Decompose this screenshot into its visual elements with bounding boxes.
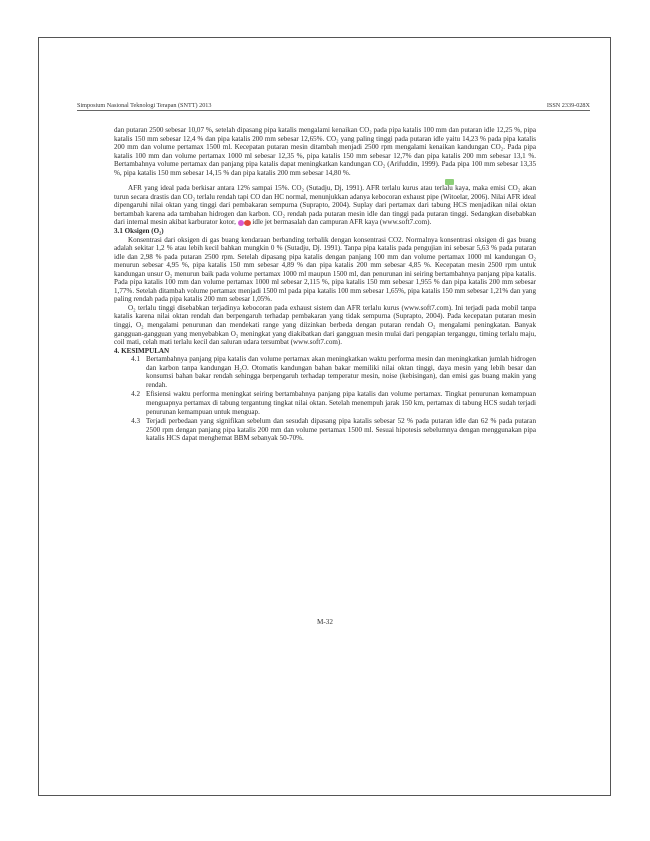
list-item-number: 4.2 xyxy=(131,390,140,399)
list-item xyxy=(114,355,536,389)
list-item xyxy=(114,390,536,416)
conclusion-list xyxy=(114,355,536,442)
list-item-text: Terjadi perbedaan yang signifikan sebelum dan sesudah dipasang pipa katalis sebesar 52 % pada putaran idle dan 62 % pada putaran 2500 rpm dengan panjang pipa katalis 200 mm dan volume pertamax 1500 ml. Sesuai hipotesis sebelumnya dengan menggunakan pipa katalis HCS dapat menghemat BBM sebanyak 50-70%. xyxy=(146,417,536,443)
red-annotation-mark[interactable] xyxy=(244,220,251,226)
list-item-number: 4.3 xyxy=(131,417,140,426)
list-item xyxy=(114,417,536,443)
paragraph-1: dan putaran 2500 sebesar 10,07 %, setelah dipasang pipa katalis mengalami kenaikan CO₂ pada pipa katalis 100 mm dan putaran idle 12,25 %, pipa katalis 150 mm sebesar 12,4 % dan pipa katalis 200 mm sebesar 12,65%. CO₂ yang paling tinggi pada putaran idle yaitu 14,23 % pada pipa katalis 200 mm dan volume pertamax 1500 ml. Kecepatan putaran mesin ditambah menjadi 2500 rpm mengalami kenaikan kandungan CO₂. Pada pipa katalis 100 mm dan volume pertamax 1000 ml sebesar 12,35 %, pipa katalis 150 mm sebesar 12,7% dan pipa katalis 200 mm sebesar 13,1 %. Bertambahnya volume pertamax dan panjang pipa katalis dapat meningkatkan kandungan CO₂ (Arifuddin, 1999). Pada pipa 100 mm sebesar 13,35 %, pipa katalis 150 mm sebesar 14,15 % dan pipa katalis 200 mm sebesar 14,80 %. xyxy=(114,126,536,177)
magenta-annotation-mark[interactable] xyxy=(238,220,244,226)
paragraph-2-part-a: AFR yang ideal pada berkisar antara 12% sampai 15%. CO₂ (Sutadju, Dj, 1991). AFR terlalu kurus atau terlalu kaya, maka emisi CO₂ akan turun secara drastis dan CO₂ terlalu rendah tapi CO dan HC normal, menunjukkan adanya kebocoran exhaust pipe (Witoelar, 2006). Nilai AFR ideal dipengaruhi nilai oktan yang tinggi dari pembakaran sempurna (Suprapto, 2004). Suplay dari pertamax dari tabung HCS menjadikan nilai oktan bertambah karena ada tambahan hidrogen dan karbon. CO₂ rendah pada putaran mesin idle dan tinggi pada putaran tinggi. Sedangkan disebabkan dari internal mesin akibat karburator kotor, xyxy=(114,184,536,227)
green-highlight-row xyxy=(114,177,454,184)
list-item-text: Bertambahnya panjang pipa katalis dan volume pertamax akan meningkatkan waktu performa mesin dan meningkatkan jumlah hidrogen dan karbon tanpa kandungan H₂O. Otomatis kandungan bahan bakar memiliki nilai oktan tinggi, daya mesin yang lebih besar dan konsumsi bahan bakar rendah sehingga berpengaruh terhadap temperatur mesin, noise (kebisingan), dan emisi gas buang makin yang rendah. xyxy=(146,355,536,389)
section-heading-oksigen: 3.1 Oksigen (O₂) xyxy=(114,227,164,236)
body-text xyxy=(114,126,536,444)
header-left: Simposium Nasional Teknologi Terapan (SNTT) 2013 xyxy=(77,102,212,109)
list-item-text: Efisiensi waktu performa meningkat seiring bertambahnya panjang pipa katalis dan volume pertamax. Tingkat penurunan kemampuan menguapnya pertamax di tabung tergantung tingkat nilai oktan. Setelah menempuh jarak 150 km, pertamax di tabung HCS sudah terjadi penurunan kemampuan untuk menguap. xyxy=(146,390,536,416)
section-heading-kesimpulan: 4. KESIMPULAN xyxy=(114,346,170,355)
paragraph-3: Konsentrasi dari oksigen di gas buang kendaraan berbanding terbalik dengan konsentrasi CO2. Normalnya konsentrasi oksigen di gas buang adalah sekitar 1,2 % atau lebih kecil bahkan mungkin 0 % (Sutadju, Dj. 1991). Tanpa pipa katalis pada pengujian ini sebesar 5,63 % pada putaran idle dan 2,98 % pada putaran 2500 rpm. Setelah dipasang pipa katalis dengan panjang 100 mm dan volume pertamax 1000 ml kandungan O₂ menurun sebesar 4,95 %, pipa katalis 150 mm sebesar 4,89 % dan pipa katalis 200 mm sebesar 4,85 %. Kecepatan mesin 2500 rpm untuk kandungan unsur O₂ menurun baik pada volume pertamax 1000 ml maupun 1500 ml, dan penurunan ini seiring bertambahnya panjang pipa katalis. Pada pipa katalis 100 mm dan volume pertamax 1000 ml sebesar 2,115 %, pipa katalis 150 mm sebesar 1,955 % dan pipa katalis 200 mm sebesar 1,77%. Setelah ditambah volume pertamax menjadi 1500 ml pada pipa katalis 100 mm sebesar 1,65%, pipa katalis 150 mm sebesar 1,21% dan yang paling rendah pada pipa katalis 200 mm sebesar 1,05%. xyxy=(114,235,536,304)
running-header xyxy=(77,97,590,111)
paragraph-2-part-b: idle jet bermasalah dan campuran AFR kaya (www.soft7.com). xyxy=(252,218,432,227)
paragraph-4: O₂ terlalu tinggi disebabkan terjadinya kebocoran pada exhaust sistem dan AFR terlalu kurus (www.soft7.com). Ini terjadi pada mobil tanpa katalis karena nilai oktan rendah dan berpengaruh terhadap pembakaran yang tidak sempurna (Suprapto, 2004). Pada kecepatan putaran mesin tinggi, O₂ mengalami penurunan dan mendekati range yang diizinkan berbeda dengan putaran rendah O₂ mengalami peningkatan. Banyak gangguan-gangguan yang menyebabkan O₂ meningkat yang diakibatkan dari gangguan mesin mulai dari pengapian terganggu, timing terlalu maju, coil mati, celah mati terlalu kecil dan saluran udara tersumbat (www.soft7.com). xyxy=(114,303,536,347)
page-number: M-32 xyxy=(317,618,333,626)
list-item-number: 4.1 xyxy=(131,355,140,364)
header-right: ISSN 2339-028X xyxy=(546,102,590,109)
paragraph-2 xyxy=(114,184,536,227)
